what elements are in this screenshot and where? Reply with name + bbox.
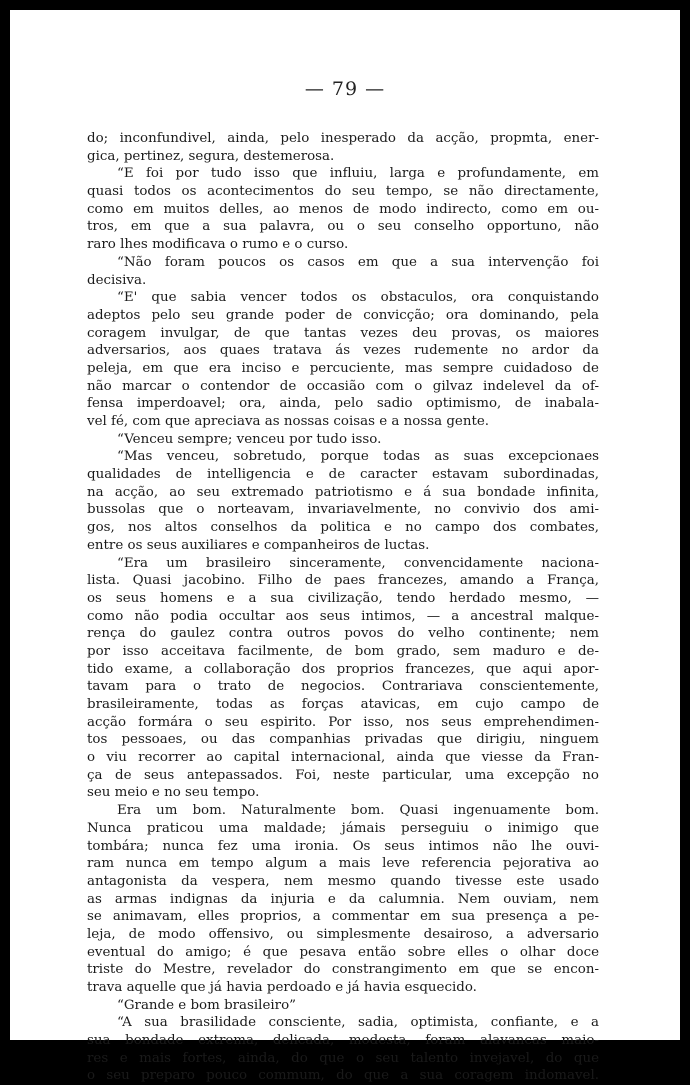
text-line: eventual do amigo; é que pesava então sobre elles o olhar doce (87, 944, 599, 960)
text-line: tros, em que a sua palavra, ou o seu conselho opportuno, não (87, 219, 599, 235)
text-line: tombára; nunca fez uma ironia. Os seus intimos não lhe ouvi- (87, 838, 599, 854)
text-line: “Venceu sempre; venceu por tudo isso. (117, 431, 382, 447)
text-line: coragem invulgar, de que tantas vezes deu provas, os maiores (87, 325, 599, 341)
text-line: os seus homens e a sua civilização, tendo herdado mesmo, — (87, 590, 599, 606)
text-line: gos, nos altos conselhos da politica e no campo dos combates, (87, 520, 599, 536)
text-line: raro lhes modificava o rumo e o curso. (87, 237, 349, 253)
text-line: lista. Quasi jacobino. Filho de paes francezes, amando a França, (87, 573, 599, 589)
text-line: adeptos pelo seu grande poder de convicção; ora dominando, pela (87, 307, 599, 323)
text-line: “E foi por tudo isso que influiu, larga e profundamente, em (117, 166, 599, 182)
text-line: acção formára o seu espirito. Por isso, nos seus emprehendimen- (87, 714, 599, 730)
text-line: peleja, em que era inciso e percuciente, mas sempre cuidadoso de (87, 360, 599, 376)
text-line: tos pessoaes, ou das companhias privadas que dirigiu, ninguem (87, 732, 599, 748)
text-line: fensa imperdoavel; ora, ainda, pelo sadio optimismo, de inabala- (87, 396, 599, 412)
text-line: por isso acceitava facilmente, de bom grado, sem maduro e de- (87, 643, 599, 659)
text-line: brasileiramente, todas as forças atavicas, em cujo campo de (87, 697, 599, 712)
body-text (87, 130, 599, 1085)
text-line: seu meio e no seu tempo. (87, 785, 260, 801)
text-line: se animavam, elles proprios, a commentar em sua presença a pe- (87, 909, 599, 925)
text-line: leja, de modo offensivo, ou simplesmente desairoso, a adversario (87, 926, 599, 942)
text-line: “A sua brasilidade consciente, sadia, optimista, confiante, e a (117, 1015, 599, 1031)
text-line: como não podia occultar aos seus intimos, — a ancestral malque- (87, 608, 599, 624)
text-line: “Mas venceu, sobretudo, porque todas as suas excepcionaes (117, 449, 599, 465)
text-line: gica, pertinez, segura, destemerosa. (87, 148, 335, 164)
text-line: “Era um brasileiro sinceramente, convencidamente naciona- (117, 555, 599, 571)
text-line: como em muitos delles, ao menos de modo indirecto, como em ou- (87, 201, 599, 217)
text-line: o seu preparo pouco commum, do que a sua coragem indomavel. (87, 1068, 599, 1084)
text-line: tavam para o trato de negocios. Contrariava conscientemente, (87, 679, 599, 695)
text-line: o viu recorrer ao capital internacional, ainda que viesse da Fran- (87, 750, 599, 766)
text-line: as armas indignas da injuria e da calumnia. Nem ouviam, nem (87, 891, 599, 907)
text-line: não marcar o contendor de occasião com o gilvaz indelevel da of- (87, 378, 599, 394)
text-line: qualidades de intelligencia e de caracter estavam subordinadas, (87, 467, 599, 483)
text-line: “E' que sabia vencer todos os obstaculos, ora conquistando (117, 290, 599, 306)
text-line: rença do gaulez contra outros povos do velho continente; nem (87, 626, 599, 642)
text-line: decisiva. (87, 272, 147, 288)
text-line: tido exame, a collaboração dos proprios francezes, que aqui apor- (87, 661, 599, 677)
text-line: sua bondade extrema, delicada, modesta, foram alavancas maio- (87, 1033, 599, 1049)
text-line: quasi todos os acontecimentos do seu tempo, se não directamente, (87, 184, 599, 200)
text-line: na acção, ao seu extremado patriotismo e á sua bondade infinita, (87, 484, 599, 500)
book-page (10, 10, 680, 1084)
text-line: Nunca praticou uma maldade; jámais perseguiu o inimigo que (87, 820, 599, 836)
text-line: bussolas que o norteavam, invariavelmente, no convivio dos ami- (87, 502, 599, 518)
text-line: “Não foram poucos os casos em que a sua intervenção foi (117, 254, 599, 270)
text-line: triste do Mestre, revelador do constrangimento em que se encon- (87, 962, 599, 978)
text-line: antagonista da vespera, nem mesmo quando tivesse este usado (87, 873, 599, 889)
text-line: entre os seus auxiliares e companheiros de luctas. (87, 537, 430, 553)
text-line: ça de seus antepassados. Foi, neste particular, uma excepção no (87, 767, 599, 783)
text-line: do; inconfundivel, ainda, pelo inesperado da acção, propmta, ener- (87, 131, 599, 146)
text-line: res e mais fortes, ainda, do que o seu talento invejavel, do que (87, 1050, 599, 1066)
text-line: ram nunca em tempo algum a mais leve referencia pejorativa ao (87, 856, 599, 872)
text-line: adversarios, aos quaes tratava ás vezes rudemente no ardor da (87, 343, 599, 359)
text-line: Era um bom. Naturalmente bom. Quasi ingenuamente bom. (117, 803, 599, 819)
page-number: — 79 — (304, 78, 386, 100)
text-line: vel fé, com que apreciava as nossas coisas e a nossa gente. (87, 414, 490, 429)
text-line: trava aquelle que já havia perdoado e já havia esquecido. (87, 980, 477, 995)
text-line: “Grande e bom brasileiro” (117, 997, 296, 1013)
